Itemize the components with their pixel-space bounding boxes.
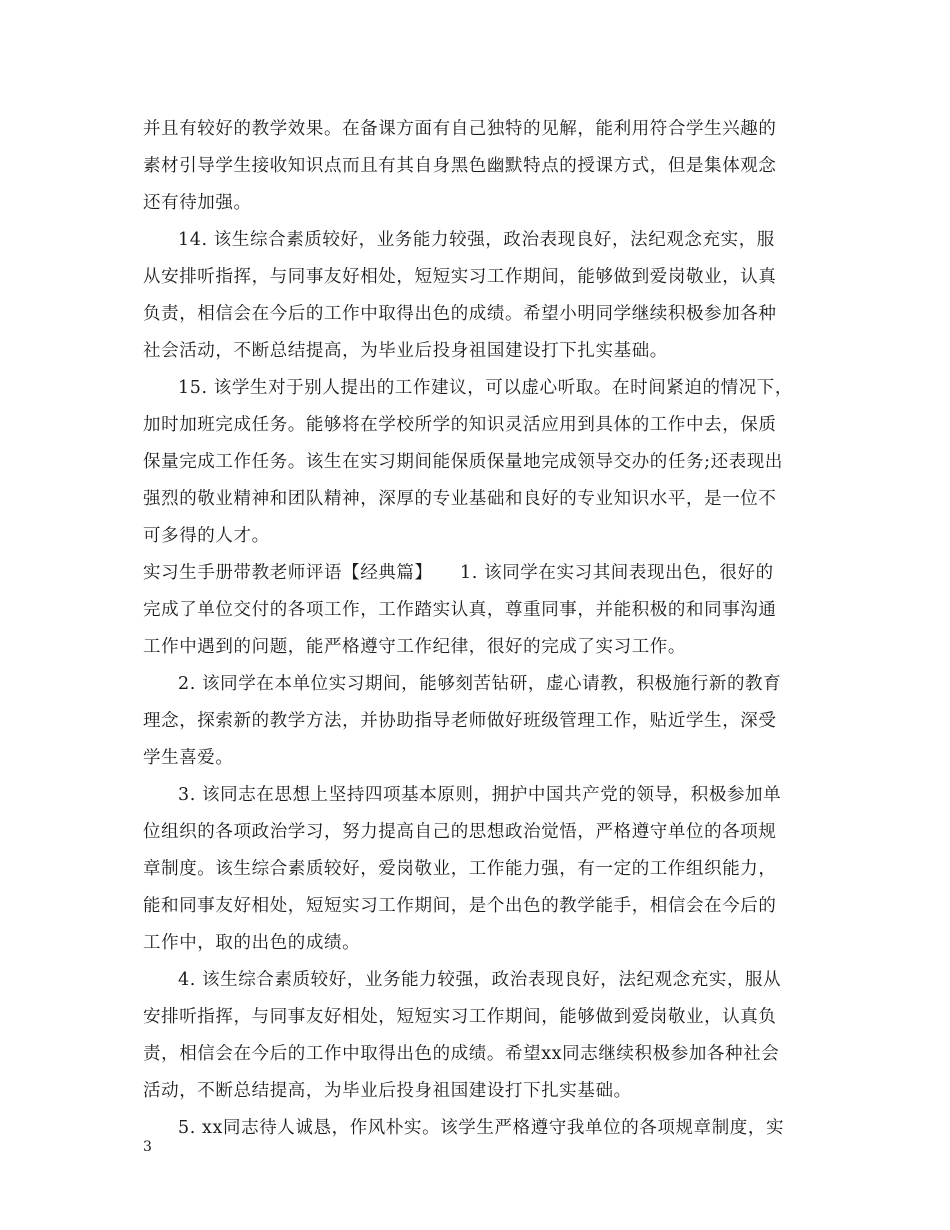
paragraph-start-line: 3. 该同志在思想上坚持四项基本原则，拥护中国共产党的领导，积极参加单 <box>178 785 782 805</box>
text-line: 完成了单位交付的各项工作，工作踏实认真，尊重同事，并能积极的和同事沟通 <box>143 600 777 620</box>
text-line: 责，相信会在今后的工作中取得出色的成绩。希望xx同志继续积极参加各种社会 <box>143 1044 780 1064</box>
text-line: 位组织的各项政治学习，努力提高自己的思想政治觉悟，严格遵守单位的各项规 <box>143 822 777 842</box>
text-line: 安排听指挥，与同事友好相处，短短实习工作期间，能够做到爱岗敬业，认真负 <box>143 1007 777 1027</box>
text-line: 活动，不断总结提高，为毕业后投身祖国建设打下扎实基础。 <box>143 1081 632 1101</box>
text-line: 工作中遇到的问题，能严格遵守工作纪律，很好的完成了实习工作。 <box>143 637 686 657</box>
paragraph-start-line: 2. 该同学在本单位实习期间，能够刻苦钻研，虚心请教，积极施行新的教育 <box>178 674 782 694</box>
text-line: 负责，相信会在今后的工作中取得出色的成绩。希望小明同学继续积极参加各种 <box>143 304 777 324</box>
text-line: 素材引导学生接收知识点而且有其自身黑色幽默特点的授课方式，但是集体观念 <box>143 156 777 176</box>
text-line: 学生喜爱。 <box>143 748 234 768</box>
text-line: 从安排听指挥，与同事友好相处，短短实习工作期间，能够做到爱岗敬业，认真 <box>143 267 777 287</box>
paragraph-start-line: 14. 该生综合素质较好，业务能力较强，政治表现良好，法纪观念充实，服 <box>178 230 775 250</box>
text-line: 可多得的人才。 <box>143 526 270 546</box>
text-line: 强烈的敬业精神和团队精神，深厚的专业基础和良好的专业知识水平，是一位不 <box>143 489 777 509</box>
text-line: 加时加班完成任务。能够将在学校所学的知识灵活应用到具体的工作中去，保质 <box>143 415 777 435</box>
paragraph-start-line: 5. xx同志待人诚恳，作风朴实。该学生严格遵守我单位的各项规章制度，实 <box>178 1118 785 1138</box>
text-line: 并且有较好的教学效果。在备课方面有自己独特的见解，能利用符合学生兴趣的 <box>143 119 777 139</box>
paragraph-start-line: 4. 该生综合素质较好，业务能力较强，政治表现良好，法纪观念充实，服从 <box>178 970 782 990</box>
text-line: 能和同事友好相处，短短实习工作期间，是个出色的教学能手，相信会在今后的 <box>143 896 777 916</box>
text-line: 保量完成工作任务。该生在实习期间能保质保量地完成领导交办的任务;还表现出 <box>143 452 783 472</box>
text-line: 社会活动，不断总结提高，为毕业后投身祖国建设打下扎实基础。 <box>143 341 668 361</box>
text-line: 章制度。该生综合素质较好，爱岗敬业，工作能力强，有一定的工作组织能力， <box>143 859 777 879</box>
text-line: 工作中，取的出色的成绩。 <box>143 933 361 953</box>
paragraph-start-line: 15. 该学生对于别人提出的工作建议，可以虚心听取。在时间紧迫的情况下， <box>178 378 793 398</box>
page-number: 3 <box>143 1139 152 1155</box>
text-line: 理念，探索新的教学方法，并协助指导老师做好班级管理工作，贴近学生，深受 <box>143 711 777 731</box>
section-heading-line: 实习生手册带教老师评语【经典篇】 1. 该同学在实习其间表现出色，很好的 <box>143 563 774 583</box>
text-line: 还有待加强。 <box>143 193 252 213</box>
